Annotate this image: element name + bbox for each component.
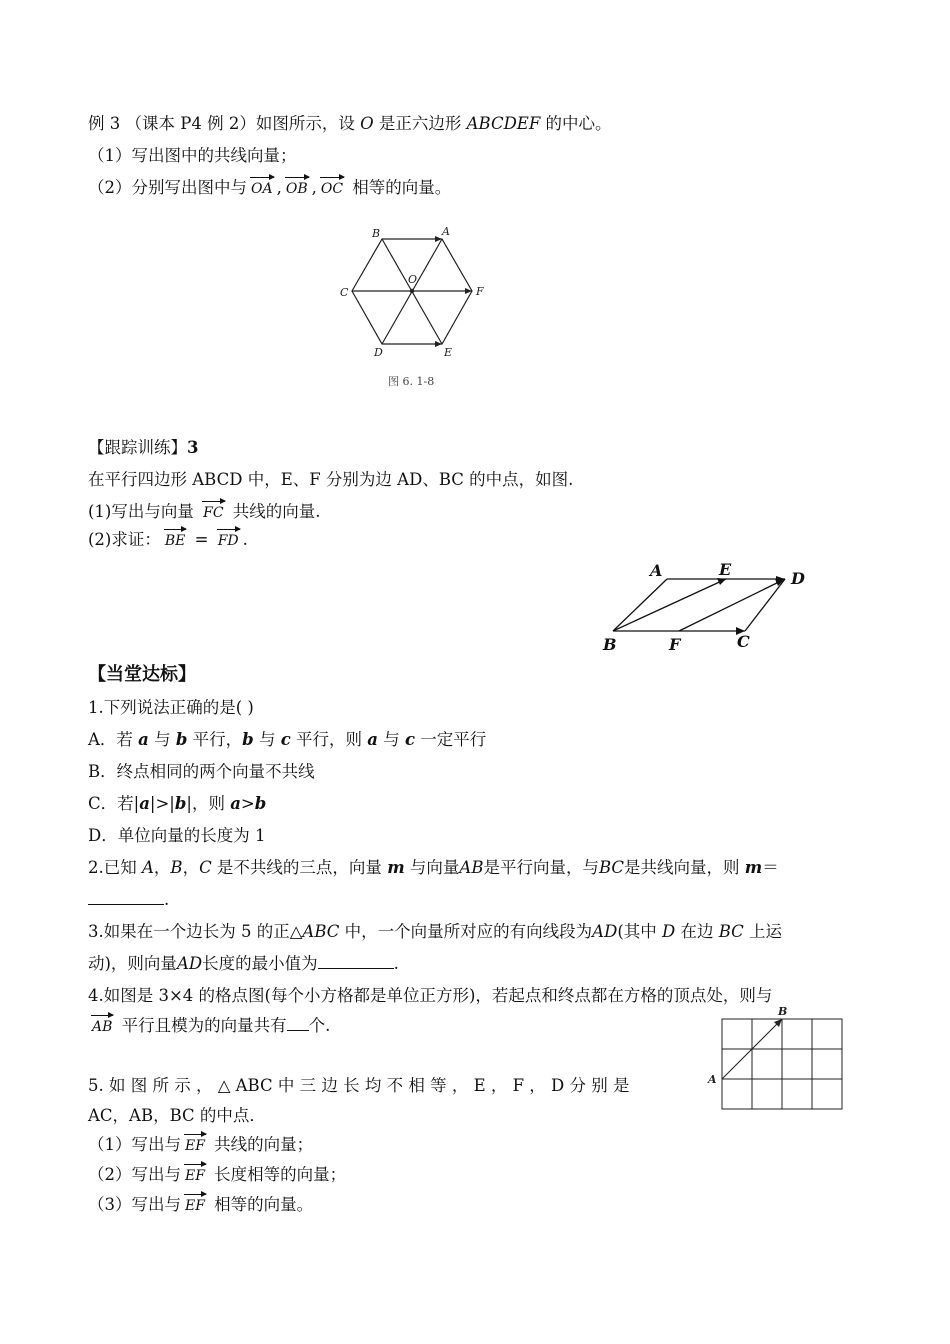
label-c: C (340, 286, 349, 299)
text: （2）写出与 (88, 1165, 181, 1184)
label-d: D (791, 569, 805, 588)
vector-be: BE (163, 530, 188, 552)
text: A．若 (88, 730, 139, 749)
text: B (170, 858, 183, 877)
text: 是不共线的三点，向量 (211, 858, 388, 877)
practice-3-q2 (88, 529, 248, 552)
hexagon-figure (330, 222, 500, 397)
text: BC (718, 922, 744, 941)
vector-oa: OA (249, 178, 275, 200)
text: ， (182, 858, 200, 877)
text: （2）分别写出图中与 (88, 178, 247, 197)
vector-ob: OB (284, 178, 310, 200)
q2-line (88, 857, 779, 879)
text: 与 (377, 730, 405, 749)
text: b (175, 730, 188, 749)
text: b (242, 730, 254, 749)
text: (1)写出与向量 (88, 502, 200, 521)
text: 平行且模为的向量共有 (116, 1016, 287, 1035)
text: 相等的向量。 (347, 178, 452, 197)
vector-fd: FD (216, 530, 241, 552)
answer-blank[interactable] (318, 968, 394, 969)
edge-ab (613, 579, 667, 631)
answer-blank[interactable] (88, 904, 164, 905)
vector-oc: OC (319, 178, 345, 200)
text: 是平行向量，与 (483, 858, 599, 877)
text: C (199, 858, 212, 877)
label-b: B (372, 227, 381, 240)
q1-option-a (88, 729, 486, 751)
text: > (240, 794, 255, 813)
text: ABC (302, 922, 340, 941)
text: |，则 (186, 794, 231, 813)
q1-option-d: D．单位向量的长度为 1 (88, 826, 266, 845)
practice-3-title (88, 437, 198, 459)
q3-line-1 (88, 921, 782, 943)
text: . (393, 954, 399, 973)
text: BC (598, 858, 625, 877)
vector-ab: AB (90, 1016, 114, 1038)
q2-answer-line (88, 889, 169, 911)
example-3-q1: （1）写出图中的共线向量； (88, 146, 297, 165)
label-e: E (444, 346, 453, 359)
arrow-head (717, 578, 726, 585)
text: 中，一个向量所对应的有向线段为 (339, 922, 593, 941)
practice-3-q1 (88, 501, 321, 524)
text: 【跟踪训练】 (88, 438, 187, 457)
label-b: B (603, 635, 617, 654)
text: ， (153, 858, 171, 877)
text: 是共线向量，则 (624, 858, 745, 877)
text: 一定平行 (415, 730, 487, 749)
label-o: O (408, 273, 418, 286)
text: 3 (187, 438, 199, 457)
example-3-line (88, 113, 612, 135)
text: . (242, 530, 248, 549)
text: 与 (148, 730, 176, 749)
text: 在边 (675, 922, 719, 941)
q1-option-c (88, 793, 266, 815)
text: , (276, 178, 282, 197)
section-title: 【当堂达标】 (88, 664, 196, 685)
text: 共线的向量. (227, 502, 321, 521)
example-3-q2 (88, 177, 451, 200)
q3-line-2 (88, 953, 399, 975)
text: m (387, 858, 405, 877)
text: a (139, 794, 150, 813)
text: 长度的最小值为 (202, 954, 318, 973)
vector-fd-line (679, 579, 785, 631)
figure-caption: 图 6. 1-8 (388, 375, 435, 388)
label-f: F (669, 635, 681, 654)
text: a (138, 730, 149, 749)
edge-cd (745, 579, 785, 631)
q4-line-2 (88, 1015, 330, 1038)
text: 是正六边形 (373, 114, 467, 133)
text: a (230, 794, 241, 813)
answer-blank[interactable] (287, 1030, 309, 1031)
label-c: C (737, 632, 750, 651)
text: 的中心。 (540, 114, 612, 133)
label-d: D (374, 346, 383, 359)
vector-ef: EF (183, 1165, 207, 1187)
text: 与向量 (404, 858, 460, 877)
practice-3-intro: 在平行四边形 ABCD 中，E、F 分别为边 AD、BC 的中点，如图. (88, 470, 574, 489)
q1-stem: 1.下列说法正确的是( ) (88, 698, 254, 717)
center-point (410, 289, 414, 293)
text: （3）写出与 (88, 1195, 181, 1214)
text: b (174, 794, 187, 813)
text: 共线的向量； (208, 1135, 314, 1154)
grid-figure (704, 1003, 849, 1113)
text: 平行，则 (290, 730, 368, 749)
text: 上运 (743, 922, 783, 941)
text: 例 3 （课本 P4 例 2）如图所示，设 (88, 114, 361, 133)
text: = (194, 530, 209, 549)
text: A (142, 858, 154, 877)
vector-ef: EF (183, 1195, 207, 1217)
q5-sub-2 (88, 1164, 346, 1187)
q5-sub-3 (88, 1194, 313, 1217)
text: 平行， (187, 730, 243, 749)
text: O (360, 114, 374, 133)
text: 个. (308, 1016, 331, 1035)
text: 2.已知 (88, 858, 142, 877)
text: AD (176, 954, 203, 973)
text: m (744, 858, 763, 877)
text: 与 (253, 730, 281, 749)
label-b: B (778, 1005, 788, 1018)
label-a: A (442, 225, 450, 238)
q4-line-1: 4.如图是 3×4 的格点图(每个小方格都是单位正方形)，若起点和终点都在方格的顶点处，则与 (88, 986, 773, 1005)
label-f: F (476, 285, 484, 298)
text: 相等的向量。 (208, 1195, 314, 1214)
text: (其中 (617, 922, 662, 941)
text: AB (459, 858, 484, 877)
text: （1）写出与 (88, 1135, 181, 1154)
text: c (404, 730, 416, 749)
vector-ef: EF (183, 1135, 207, 1157)
q5-line-1: 5. 如 图 所 示 ， △ ABC 中 三 边 长 均 不 相 等 ， E ， F ， D 分 别 是 (88, 1076, 630, 1095)
vector-be-line (613, 579, 726, 631)
text: 长度相等的向量； (208, 1165, 347, 1184)
text: b (254, 794, 267, 813)
text: D (662, 922, 676, 941)
text: . (164, 890, 170, 909)
q5-sub-1 (88, 1134, 313, 1157)
text: C．若| (88, 794, 140, 813)
text: (2)求证： (88, 530, 161, 549)
label-a: A (708, 1073, 717, 1086)
text: 动)，则向量 (88, 954, 177, 973)
text: c (280, 730, 291, 749)
q5-line-2: AC，AB，BC 的中点． (88, 1106, 266, 1125)
text: 3.如果在一个边长为 5 的正△ (88, 922, 303, 941)
q1-option-b: B．终点相同的两个向量不共线 (88, 762, 315, 781)
text: |>| (149, 794, 175, 813)
label-e: E (719, 560, 732, 579)
vector-fc: FC (201, 502, 225, 524)
label-a: A (650, 561, 663, 580)
text: AD (592, 922, 618, 941)
text: ＝ (762, 858, 779, 877)
text: a (367, 730, 378, 749)
parallelogram-figure (595, 557, 820, 657)
text: , (311, 178, 317, 197)
text: ABCDEF (466, 114, 541, 133)
